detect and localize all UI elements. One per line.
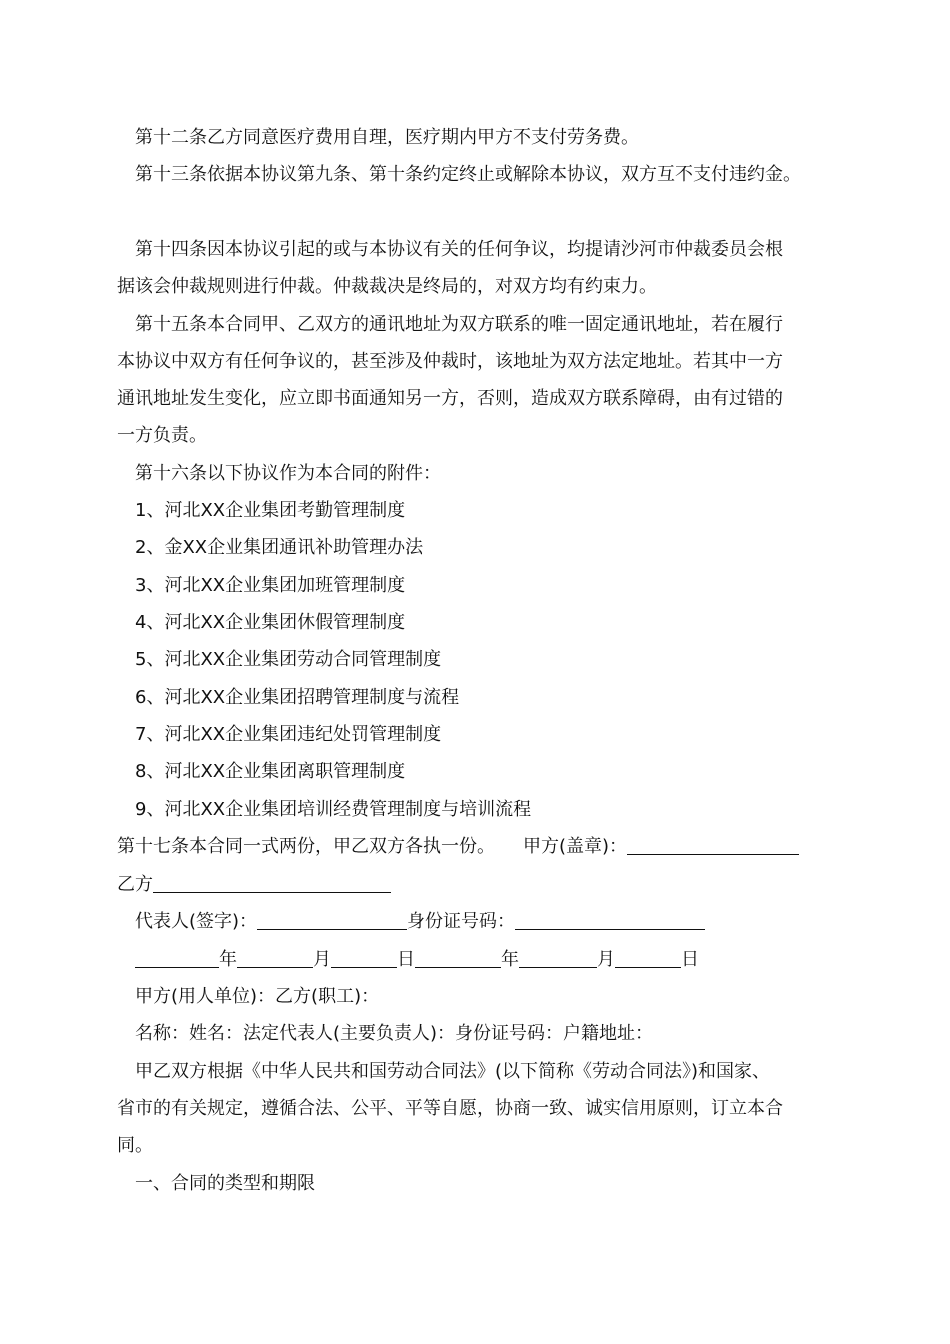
year-blank-b[interactable] [415, 949, 501, 968]
month-label-a: 月 [313, 949, 331, 970]
article-15-line3: 通讯地址发生变化，应立即书面通知另一方，否则，造成双方联系障碍，由有过错的 [117, 388, 783, 409]
year-label-b: 年 [501, 949, 519, 970]
year-label-a: 年 [219, 949, 237, 970]
representative-blank[interactable] [257, 911, 407, 930]
intro-line1: 甲乙双方根据《中华人民共和国劳动合同法》(以下简称《劳动合同法》)和国家、 [135, 1061, 771, 1082]
parties-line: 甲方(用人单位)：乙方(职工)： [135, 986, 380, 1007]
attachment-item: 2、金XX企业集团通讯补助管理办法 [135, 537, 424, 558]
date-line [135, 947, 699, 973]
article-14-line1: 第十四条因本协议引起的或与本协议有关的任何争议，均提请沙河市仲裁委员会根 [135, 239, 783, 260]
attachment-item: 1、河北XX企业集团考勤管理制度 [135, 500, 406, 521]
day-blank-b[interactable] [615, 949, 681, 968]
article-15-line4: 一方负责。 [117, 425, 207, 446]
year-blank-a[interactable] [135, 949, 219, 968]
attachment-item: 6、河北XX企业集团招聘管理制度与流程 [135, 687, 460, 708]
article-16: 第十六条以下协议作为本合同的附件： [135, 463, 441, 484]
day-blank-a[interactable] [331, 949, 397, 968]
party-b-line [117, 872, 391, 898]
article-17-line [117, 834, 799, 860]
representative-line [135, 909, 705, 935]
article-14-line2: 据该会仲裁规则进行仲裁。仲裁裁决是终局的，对双方均有约束力。 [117, 276, 657, 297]
day-label-a: 日 [397, 949, 415, 970]
attachment-item: 5、河北XX企业集团劳动合同管理制度 [135, 649, 442, 670]
party-a-seal-label: 甲方(盖章)： [523, 836, 628, 857]
article-17: 第十七条本合同一式两份，甲乙双方各执一份。 [117, 836, 495, 857]
attachment-item: 3、河北XX企业集团加班管理制度 [135, 575, 406, 596]
attachment-item: 8、河北XX企业集团离职管理制度 [135, 761, 406, 782]
article-13: 第十三条依据本协议第九条、第十条约定终止或解除本协议，双方互不支付违约金。 [135, 164, 801, 185]
intro-line2: 省市的有关规定，遵循合法、公平、平等自愿，协商一致、诚实信用原则，订立本合 [117, 1098, 783, 1119]
attachment-item: 7、河北XX企业集团违纪处罚管理制度 [135, 724, 442, 745]
fields-line: 名称：姓名：法定代表人(主要负责人)：身份证号码：户籍地址： [135, 1023, 654, 1044]
party-b-blank[interactable] [153, 874, 391, 893]
article-12: 第十二条乙方同意医疗费用自理，医疗期内甲方不支付劳务费。 [135, 127, 639, 148]
section-heading: 一、合同的类型和期限 [135, 1173, 315, 1194]
month-label-b: 月 [597, 949, 615, 970]
month-blank-b[interactable] [519, 949, 597, 968]
day-label-b: 日 [681, 949, 699, 970]
party-a-seal-blank[interactable] [627, 836, 799, 855]
article-15-line2: 本协议中双方有任何争议的，甚至涉及仲裁时，该地址为双方法定地址。若其中一方 [117, 351, 783, 372]
id-number-label: 身份证号码： [407, 911, 516, 932]
party-b-label: 乙方 [117, 874, 153, 895]
article-15-line1: 第十五条本合同甲、乙双方的通讯地址为双方联系的唯一固定通讯地址，若在履行 [135, 314, 783, 335]
month-blank-a[interactable] [237, 949, 313, 968]
attachment-item: 4、河北XX企业集团休假管理制度 [135, 612, 406, 633]
id-number-blank[interactable] [515, 911, 705, 930]
intro-line3: 同。 [117, 1135, 153, 1156]
attachment-item: 9、河北XX企业集团培训经费管理制度与培训流程 [135, 799, 532, 820]
representative-label: 代表人(签字)： [135, 911, 258, 932]
